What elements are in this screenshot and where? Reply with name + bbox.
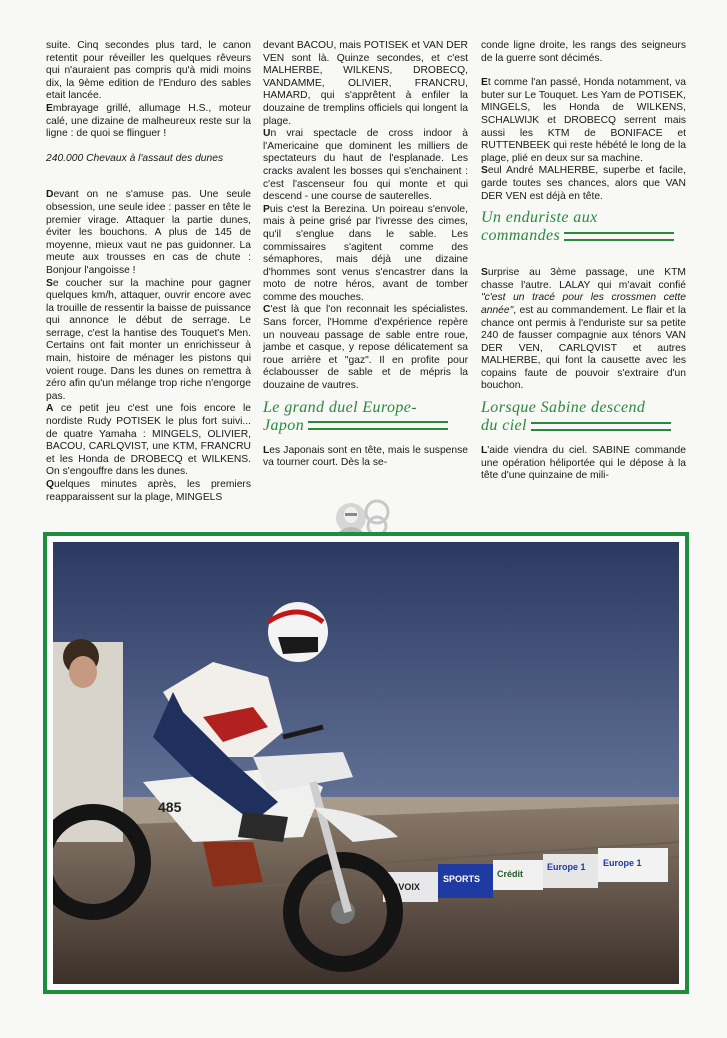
paragraph: A ce petit jeu c'est une fois encore le nordiste Rudy POTISEK le plus fort suivi... de quatre Yamaha : MINGELS, OLIVIER, BACOU, CARLQVIST, une KTM, FRANCRU et les Honda de DROBECQ et WILKENS. On s'engouffre dans les dunes. xyxy=(46,403,251,478)
text-column-1 xyxy=(46,40,251,504)
motocross-photo xyxy=(53,542,679,984)
text-column-2 xyxy=(263,40,468,470)
paragraph: Devant on ne s'amuse pas. Une seule obsession, une seule idee : passer en tête le premier virage. Attaquer la partie dunes, éviter les bouchons. A plus de 145 de moyenne, mieux vaut ne pas guidonner. La meute aux trousses en cas de chute : Bonjour l'angoisse ! xyxy=(46,189,251,276)
paragraph: Les Japonais sont en tête, mais le suspense va tourner court. Dès la se- xyxy=(263,444,468,469)
paragraph: Quelques minutes après, les premiers reapparaissent sur la plage, MINGELS xyxy=(46,479,251,503)
photo-frame xyxy=(43,532,689,994)
paragraph: Et comme l'an passé, Honda notamment, va buter sur Le Touquet. Les Yam de POTISEK, MINGELS, les Honda de WILKENS, SCHALWIJK et DROBECQ serrent mais aussi les KTM de BONIFACE et RUTTENBEEK qui reste hébété le long de la plage, plié en deux sur sa machine. xyxy=(481,77,686,164)
banner-text: LAVOIX xyxy=(387,882,420,892)
paragraph: conde ligne droite, les rangs des seigneurs de la guerre sont décimés. xyxy=(481,40,686,64)
banner-text: SPORTS xyxy=(443,874,481,884)
paragraph: suite. Cinq secondes plus tard, le canon retentit pour réveiller les quelques rêveurs qui n'auraient pas compris qu'à midi moins dix, la 9ème edition de l'Enduro des sables etait lancée. xyxy=(46,40,251,102)
heading-rule xyxy=(564,232,674,241)
paragraph: Un vrai spectacle de cross indoor à l'Americaine que dominent les milliers de spectateurs du haut de l'esplanade. Les cracks avalent les bosses qui s'enchainent : c'est l'ascenseur fou qui monte et qui descend - une course de sauterelles. xyxy=(263,128,468,203)
section-heading-duel: Le grand duel Europe- Japon xyxy=(263,399,468,435)
paragraph: devant BACOU, mais POTISEK et VAN DER VEN sont là. Quinze secondes, et c'est MALHERBE, WILKENS, DROBECQ, VANDAMME, OLIVIER, FRANCRU, HAMARD, qui s'apprêtent à enfiler la douzaine de tremplins officiels qui longent la plage. xyxy=(263,40,468,127)
heading-rule xyxy=(308,421,448,430)
banner-text: Crédit xyxy=(497,869,524,879)
paragraph: Surprise au 3ème passage, une KTM chasse l'autre. LALAY qui m'avait confié "c'est un tracé pour les crossmen cette année", est au commandement. Le flair et la chance ont permis à l'enduriste sur sa petite 240 de fausser compagnie aux ténors VAN DER VEN, CARLQVIST et autres MALHERBE, qui font la causette avec les copains faute de pouvoir s'extraire d'un bouchon. xyxy=(481,267,686,392)
section-heading-enduriste: Un enduriste aux commandes xyxy=(481,209,686,245)
paragraph: Embrayage grillé, allumage H.S., moteur calé, une dizaine de malheureux reste sur la ligne : de quoi se flinguer ! xyxy=(46,102,251,140)
paragraph: Seul André MALHERBE, superbe et facile, garde toutes ses chances, alors que VAN DER VEN est déjà en tête. xyxy=(481,165,686,202)
section-heading-sabine: Lorsque Sabine descend du ciel xyxy=(481,399,686,435)
banner-text: Europe 1 xyxy=(547,862,586,872)
heading-rule xyxy=(531,422,671,431)
paragraph: C'est là que l'on reconnait les spécialistes. Sans forcer, l'Homme d'expérience repère un nouveau passage de sable entre roue, jambe et casque, y repose délicatement sa roue arrière et "gaz". Il en profite pour éclabousser de sable et de mépris la douzaine de vautres. xyxy=(263,304,468,392)
banner-text: Europe 1 xyxy=(603,858,642,868)
text-column-3 xyxy=(481,40,686,483)
paragraph: Se coucher sur la machine pour gagner quelques km/h, attaquer, ouvrir encore avec la trouille de ressentir la baisse de puissance qui annonce le début de serrage. Le serrage, c'est la hantise des Touquet's Men. Certains ont fait monter un enrichisseur à main, histoire de ménager les pistons qui voient rouge. Dans les dunes on remettra à zéro afin qu'un mélange trop riche n'engorge pas. xyxy=(46,277,251,402)
paragraph: Puis c'est la Berezina. Un poireau s'envole, mais à peine grisé par l'ivresse des cimes, qu'il s'englue dans le sable. Les commissaires s'agitent comme des sémaphores, mais déjà une dizaine d'hommes sont venus s'encastrer dans la moto de notre héros, avant de tomber comme des mouches. xyxy=(263,203,468,303)
paragraph: L'aide viendra du ciel. SABINE commande une opération héliportée qui le dépose à la tête d'une quinzaine de mili- xyxy=(481,445,686,482)
bike-number: 485 xyxy=(158,799,182,815)
section-caption: 240.000 Chevaux à l'assaut des dunes xyxy=(46,152,224,164)
